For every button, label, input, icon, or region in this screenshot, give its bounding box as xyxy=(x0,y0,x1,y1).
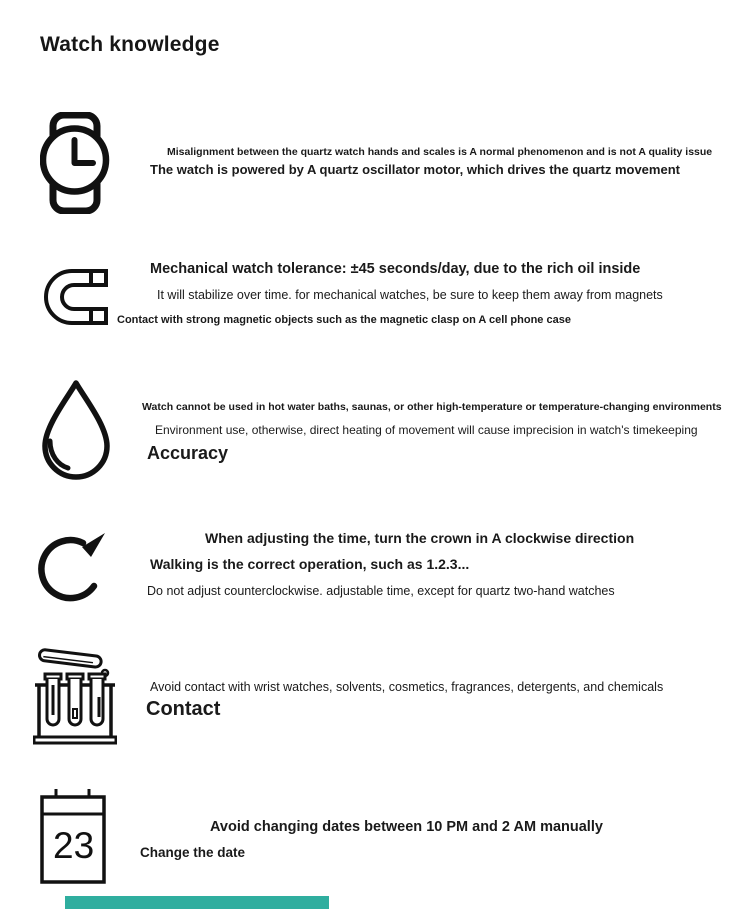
section-magnet-title: Mechanical watch tolerance: ±45 seconds/day, due to the rich oil inside xyxy=(150,261,641,277)
section-watch-text: The watch is powered by A quartz oscillator motor, which drives the quartz movement xyxy=(150,162,680,177)
magnet-icon xyxy=(42,268,109,326)
calendar-icon xyxy=(40,788,106,885)
section-crown-caption: Do not adjust counterclockwise. adjustable time, except for quartz two-hand watches xyxy=(147,584,615,598)
calendar-day: 23 xyxy=(53,825,95,866)
section-magnet-caption: Contact with strong magnetic objects such as the magnetic clasp on A cell phone case xyxy=(117,314,571,326)
watch-icon xyxy=(40,112,110,214)
section-watch-caption: Misalignment between the quartz watch hands and scales is A normal phenomenon and is not A quality issue xyxy=(167,146,713,158)
section-magnet-text: It will stabilize over time. for mechanical watches, be sure to keep them away from magnets xyxy=(157,288,663,302)
section-accuracy-heading: Accuracy xyxy=(147,443,229,463)
test-tubes-icon xyxy=(33,647,117,747)
teal-banner-strip xyxy=(65,896,329,909)
water-drop-icon xyxy=(37,379,114,481)
rotate-clockwise-icon xyxy=(37,525,109,603)
section-date-title: Avoid changing dates between 10 PM and 2 AM manually xyxy=(210,819,603,835)
section-date-heading: Change the date xyxy=(140,845,246,860)
section-contact-heading: Contact xyxy=(146,698,221,720)
page-title: Watch knowledge xyxy=(40,33,220,56)
section-accuracy-caption: Watch cannot be used in hot water baths, saunas, or other high-temperature or temperature-changing environments xyxy=(142,401,722,413)
section-contact-text: Avoid contact with wrist watches, solvents, cosmetics, fragrances, detergents, and chemicals xyxy=(150,680,664,694)
section-crown-title: When adjusting the time, turn the crown in A clockwise direction xyxy=(205,530,635,546)
section-accuracy-text: Environment use, otherwise, direct heating of movement will cause imprecision in watch's timekeeping xyxy=(155,423,698,437)
section-crown-text: Walking is the correct operation, such as 1.2.3... xyxy=(150,556,470,572)
